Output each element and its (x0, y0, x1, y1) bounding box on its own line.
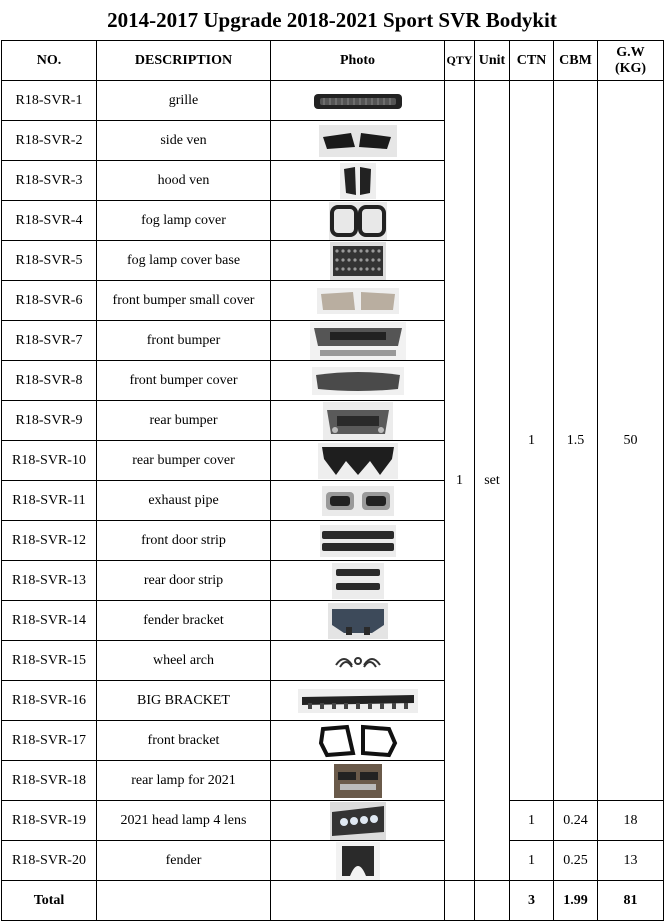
item-description: side ven (97, 121, 271, 161)
item-no: R18-SVR-1 (2, 81, 97, 121)
item-description: hood ven (97, 161, 271, 201)
header-gw (598, 41, 664, 81)
item-photo-cell (271, 401, 445, 441)
item-photo-cell (271, 521, 445, 561)
fog-lamp-cover-photo (271, 201, 444, 240)
item-description: rear bumper (97, 401, 271, 441)
item-description: fog lamp cover base (97, 241, 271, 281)
fender-photo (271, 841, 444, 880)
item-no: R18-SVR-18 (2, 761, 97, 801)
bodykit-table (1, 40, 664, 921)
unit-value: set (475, 81, 510, 881)
fog-lamp-cover-base-photo (271, 241, 444, 280)
table-row (2, 81, 664, 121)
fender-bracket-photo (271, 601, 444, 640)
table-row (2, 801, 664, 841)
item-no: R18-SVR-12 (2, 521, 97, 561)
item-photo-cell (271, 161, 445, 201)
total-empty (475, 881, 510, 921)
big-bracket-photo (271, 681, 444, 720)
header-row (2, 41, 664, 81)
header-qty: QTY (445, 41, 475, 81)
ctn-value-fender: 1 (510, 841, 554, 881)
item-photo-cell (271, 361, 445, 401)
side-ven-photo (271, 121, 444, 160)
item-description: 2021 head lamp 4 lens (97, 801, 271, 841)
item-no: R18-SVR-16 (2, 681, 97, 721)
item-photo-cell (271, 601, 445, 641)
item-photo-cell (271, 201, 445, 241)
rear-lamp-photo (271, 761, 444, 800)
item-photo-cell (271, 481, 445, 521)
item-photo-cell (271, 801, 445, 841)
header-gw-line1: G.W (616, 44, 645, 60)
item-no: R18-SVR-15 (2, 641, 97, 681)
item-description: rear lamp for 2021 (97, 761, 271, 801)
item-photo-cell (271, 121, 445, 161)
item-no: R18-SVR-17 (2, 721, 97, 761)
item-no: R18-SVR-7 (2, 321, 97, 361)
wheel-arch-photo (271, 641, 444, 680)
gw-value-headlamp: 18 (598, 801, 664, 841)
item-no: R18-SVR-2 (2, 121, 97, 161)
ctn-value-main: 1 (510, 81, 554, 801)
item-description: exhaust pipe (97, 481, 271, 521)
item-no: R18-SVR-19 (2, 801, 97, 841)
item-no: R18-SVR-8 (2, 361, 97, 401)
total-row (2, 881, 664, 921)
total-empty (445, 881, 475, 921)
item-description: fender (97, 841, 271, 881)
total-ctn: 3 (510, 881, 554, 921)
item-description: rear bumper cover (97, 441, 271, 481)
rear-door-strip-photo (271, 561, 444, 600)
item-photo-cell (271, 681, 445, 721)
item-description: rear door strip (97, 561, 271, 601)
item-photo-cell (271, 641, 445, 681)
item-no: R18-SVR-4 (2, 201, 97, 241)
header-description: DESCRIPTION (97, 41, 271, 81)
front-bracket-photo (271, 721, 444, 760)
header-gw-line2: (KG) (614, 60, 647, 76)
item-no: R18-SVR-6 (2, 281, 97, 321)
item-photo-cell (271, 761, 445, 801)
cbm-value-headlamp: 0.24 (554, 801, 598, 841)
header-unit: Unit (475, 41, 510, 81)
item-no: R18-SVR-10 (2, 441, 97, 481)
item-photo-cell (271, 281, 445, 321)
total-gw: 81 (598, 881, 664, 921)
item-description: front bumper (97, 321, 271, 361)
hood-ven-photo (271, 161, 444, 200)
item-photo-cell (271, 241, 445, 281)
item-no: R18-SVR-13 (2, 561, 97, 601)
item-description: front bumper cover (97, 361, 271, 401)
exhaust-pipe-photo (271, 481, 444, 520)
header-no: NO. (2, 41, 97, 81)
item-description: fog lamp cover (97, 201, 271, 241)
item-no: R18-SVR-11 (2, 481, 97, 521)
front-bumper-photo (271, 321, 444, 360)
item-description: wheel arch (97, 641, 271, 681)
item-description: front bumper small cover (97, 281, 271, 321)
item-no: R18-SVR-5 (2, 241, 97, 281)
header-ctn: CTN (510, 41, 554, 81)
item-no: R18-SVR-9 (2, 401, 97, 441)
item-description: front bracket (97, 721, 271, 761)
item-photo-cell (271, 81, 445, 121)
item-photo-cell (271, 721, 445, 761)
item-no: R18-SVR-20 (2, 841, 97, 881)
item-no: R18-SVR-3 (2, 161, 97, 201)
cbm-value-main: 1.5 (554, 81, 598, 801)
ctn-value-headlamp: 1 (510, 801, 554, 841)
qty-value: 1 (445, 81, 475, 881)
item-description: front door strip (97, 521, 271, 561)
item-no: R18-SVR-14 (2, 601, 97, 641)
total-label: Total (2, 881, 97, 921)
grille-photo (271, 81, 444, 120)
item-description: fender bracket (97, 601, 271, 641)
front-door-strip-photo (271, 521, 444, 560)
total-empty (271, 881, 445, 921)
gw-value-main: 50 (598, 81, 664, 801)
item-description: BIG BRACKET (97, 681, 271, 721)
rear-bumper-cover-photo (271, 441, 444, 480)
cbm-value-fender: 0.25 (554, 841, 598, 881)
rear-bumper-photo (271, 401, 444, 440)
item-photo-cell (271, 841, 445, 881)
front-bumper-cover-photo (271, 361, 444, 400)
item-description: grille (97, 81, 271, 121)
total-cbm: 1.99 (554, 881, 598, 921)
item-photo-cell (271, 321, 445, 361)
gw-value-fender: 13 (598, 841, 664, 881)
document-title: 2014-2017 Upgrade 2018-2021 Sport SVR Bodykit (107, 8, 557, 32)
head-lamp-photo (271, 801, 444, 840)
table-row (2, 841, 664, 881)
item-photo-cell (271, 561, 445, 601)
item-photo-cell (271, 441, 445, 481)
front-bumper-small-cover-photo (271, 281, 444, 320)
header-cbm: CBM (554, 41, 598, 81)
header-photo: Photo (271, 41, 445, 81)
total-empty (97, 881, 271, 921)
